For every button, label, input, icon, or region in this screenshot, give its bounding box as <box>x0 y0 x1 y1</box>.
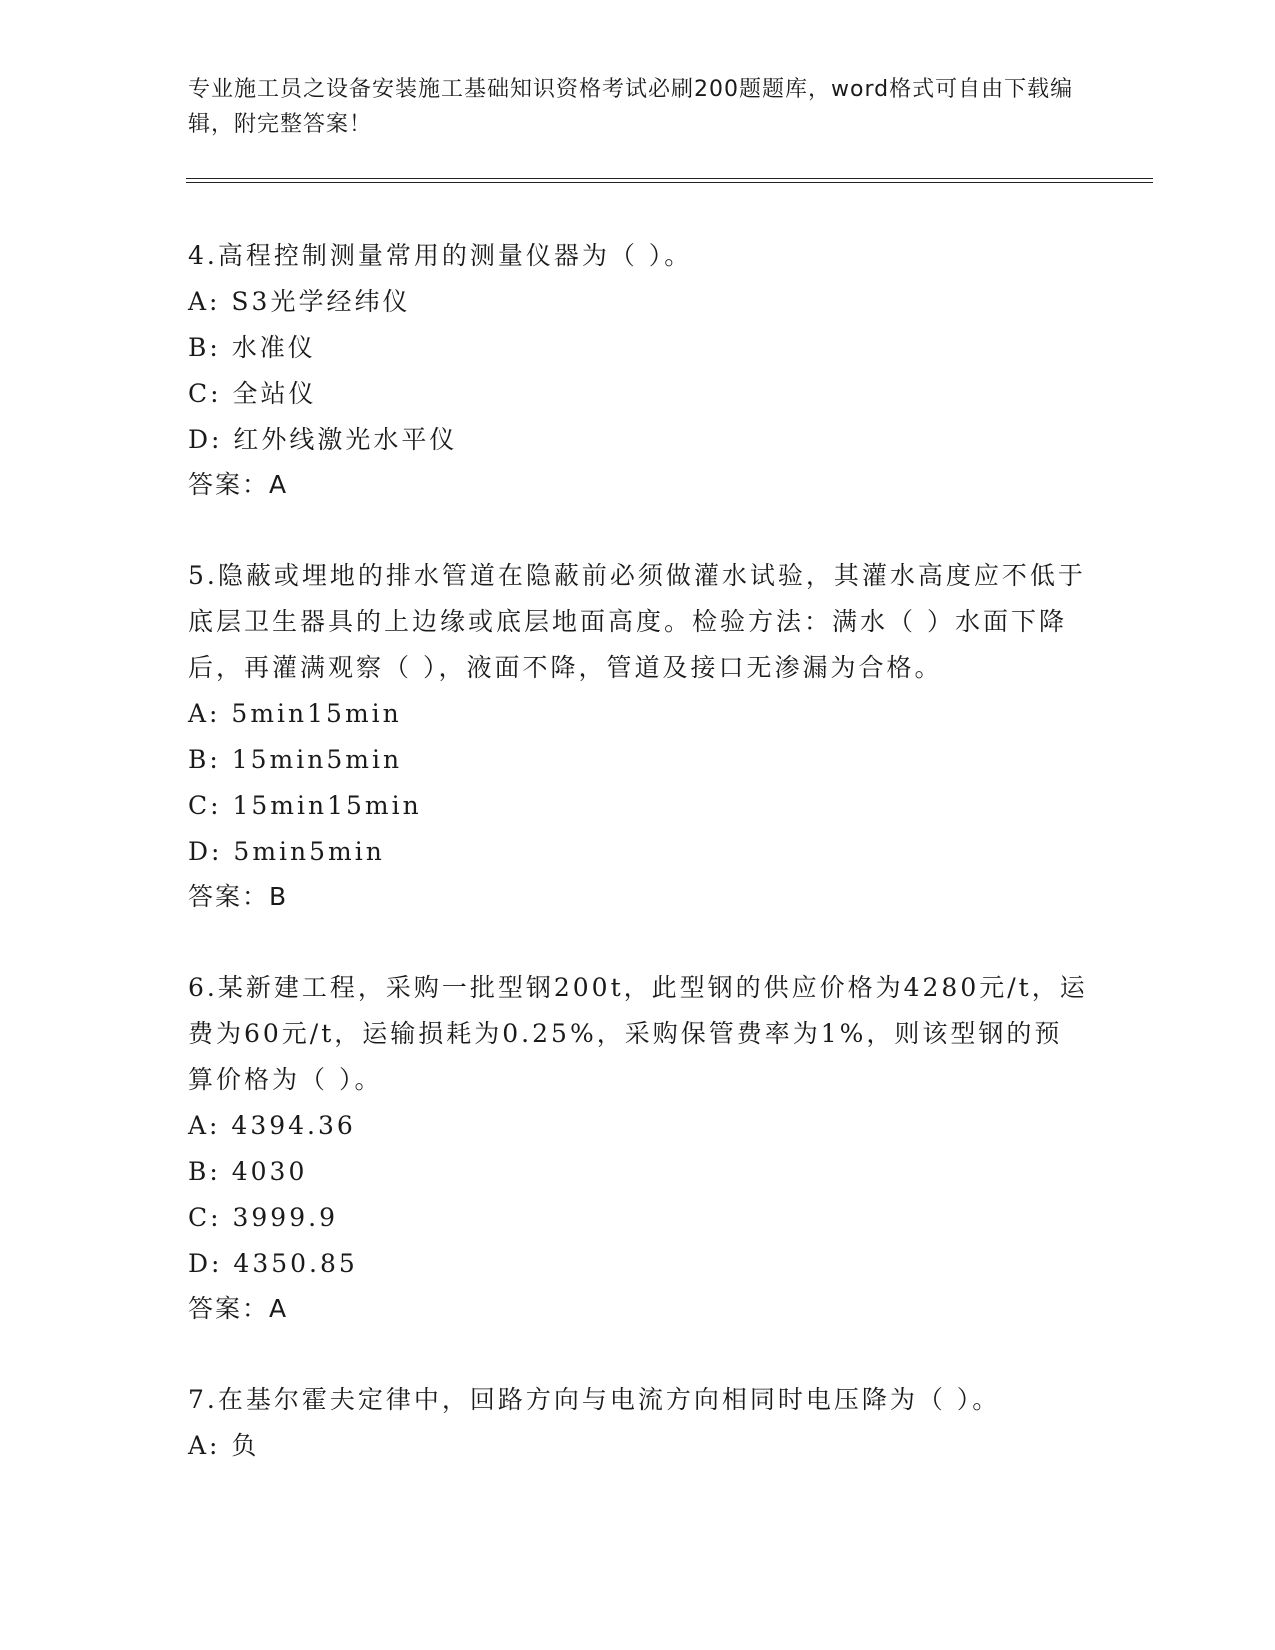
option-d: D: 4350.85 <box>188 1249 358 1278</box>
option-c: C: 全站仪 <box>188 379 317 408</box>
question-stem: 7.在基尔霍夫定律中，回路方向与电流方向相同时电压降为（ ）。 <box>188 1385 1001 1414</box>
answer: 答案：B <box>188 882 289 911</box>
header-divider <box>186 178 1153 183</box>
option-a: A: 4394.36 <box>188 1111 356 1140</box>
option-c: C: 3999.9 <box>188 1203 338 1232</box>
option-a: A: S3光学经纬仪 <box>188 287 411 316</box>
question-4 <box>188 233 1088 507</box>
answer: 答案：A <box>188 1294 289 1323</box>
option-b: B: 15min5min <box>188 745 403 774</box>
question-stem: 5.隐蔽或埋地的排水管道在隐蔽前必须做灌水试验，其灌水高度应不低于底层卫生器具的上边缘或底层地面高度。检验方法：满水（ ）水面下降后，再灌满观察（ ），液面不降，管道及接口无渗漏为合格。 <box>188 561 1086 682</box>
option-b: B: 水准仪 <box>188 333 316 362</box>
question-stem: 6.某新建工程，采购一批型钢200t，此型钢的供应价格为4280元/t，运费为60元/t，运输损耗为0.25%，采购保管费率为1%，则该型钢的预算价格为（ ）。 <box>188 973 1088 1094</box>
option-c: C: 15min15min <box>188 791 422 820</box>
page-header: 专业施工员之设备安装施工基础知识资格考试必刷200题题库，word格式可自由下载编辑，附完整答案！ <box>188 77 1074 137</box>
question-5 <box>188 553 1088 919</box>
question-stem: 4.高程控制测量常用的测量仪器为（ ）。 <box>188 241 693 270</box>
option-d: D: 5min5min <box>188 837 385 866</box>
question-6 <box>188 965 1088 1331</box>
option-a: A: 5min15min <box>188 699 402 728</box>
answer: 答案：A <box>188 470 289 499</box>
option-a: A: 负 <box>188 1431 260 1460</box>
option-b: B: 4030 <box>188 1157 308 1186</box>
option-d: D: 红外线激光水平仪 <box>188 425 458 454</box>
question-7 <box>188 1377 1088 1469</box>
